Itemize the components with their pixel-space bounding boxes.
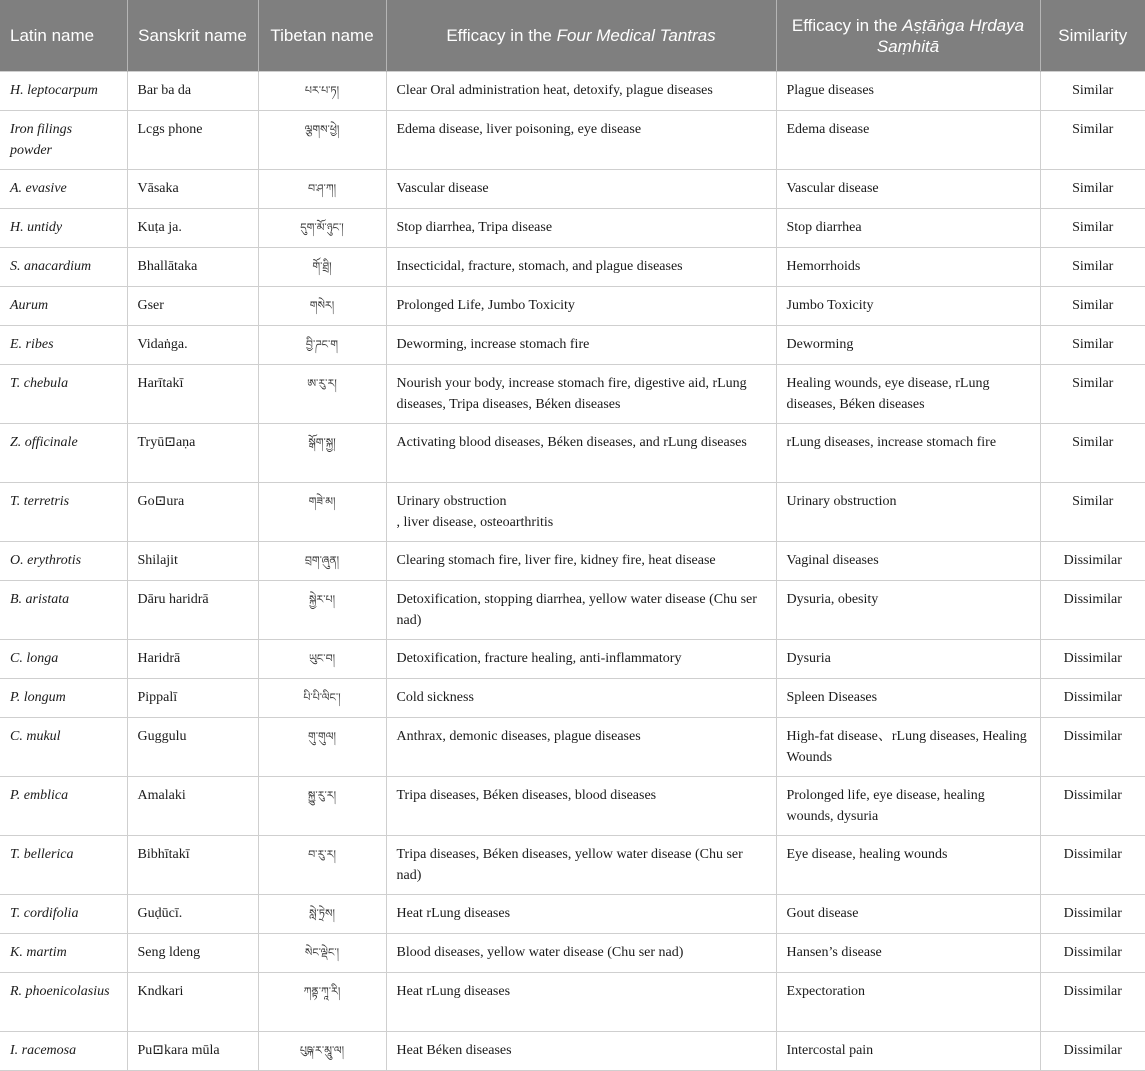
sanskrit-name-cell: Guḍūcī. xyxy=(127,895,258,934)
similarity-cell: Similar xyxy=(1040,111,1145,170)
table-row xyxy=(0,542,1145,581)
table-row xyxy=(0,895,1145,934)
tibetan-name-cell: བ་ཤ་ཀ། xyxy=(258,170,386,209)
sanskrit-name-cell: Kndkari xyxy=(127,973,258,1032)
table-row xyxy=(0,934,1145,973)
latin-name-cell: T. bellerica xyxy=(0,836,127,895)
ashtanga-efficacy-cell: rLung diseases, increase stomach fire xyxy=(776,424,1040,483)
latin-name-cell: Z. officinale xyxy=(0,424,127,483)
latin-name-cell: K. martim xyxy=(0,934,127,973)
sanskrit-name-cell: Bibhītakī xyxy=(127,836,258,895)
ashtanga-efficacy-cell: Expectoration xyxy=(776,973,1040,1032)
ashtanga-efficacy-cell: Vaginal diseases xyxy=(776,542,1040,581)
latin-name-cell: T. terretris xyxy=(0,483,127,542)
sanskrit-name-cell: Dāru haridrā xyxy=(127,581,258,640)
sanskrit-name-cell: Go⊡ura xyxy=(127,483,258,542)
sanskrit-name-cell: Amalaki xyxy=(127,777,258,836)
latin-name-cell: I. racemosa xyxy=(0,1032,127,1071)
header-four-prefix: Efficacy in the xyxy=(446,26,557,45)
latin-name-cell: T. chebula xyxy=(0,365,127,424)
ashtanga-efficacy-cell: Eye disease, healing wounds xyxy=(776,836,1040,895)
ashtanga-efficacy-cell: Spleen Diseases xyxy=(776,679,1040,718)
four-tantras-efficacy-cell: Prolonged Life, Jumbo Toxicity xyxy=(386,287,776,326)
latin-name-cell: A. evasive xyxy=(0,170,127,209)
sanskrit-name-cell: Vidaṅga. xyxy=(127,326,258,365)
latin-name-cell: C. longa xyxy=(0,640,127,679)
header-sanskrit-name: Sanskrit name xyxy=(127,0,258,72)
four-tantras-efficacy-cell: Vascular disease xyxy=(386,170,776,209)
four-tantras-efficacy-cell: Tripa diseases, Béken diseases, blood diseases xyxy=(386,777,776,836)
table-row xyxy=(0,483,1145,542)
ashtanga-efficacy-cell: Stop diarrhea xyxy=(776,209,1040,248)
header-ashtanga-title: Aṣṭāṅga Hṛdaya Saṃhitā xyxy=(876,15,1025,56)
similarity-cell: Dissimilar xyxy=(1040,836,1145,895)
similarity-cell: Similar xyxy=(1040,170,1145,209)
four-tantras-efficacy-cell: Nourish your body, increase stomach fire, digestive aid, rLung diseases, Tripa diseases, Béken diseases xyxy=(386,365,776,424)
header-similarity: Similarity xyxy=(1040,0,1145,72)
table-row xyxy=(0,287,1145,326)
latin-name-cell: Iron filings powder xyxy=(0,111,127,170)
four-tantras-efficacy-cell: Urinary obstruction , liver disease, osteoarthritis xyxy=(386,483,776,542)
sanskrit-name-cell: Pippalī xyxy=(127,679,258,718)
tibetan-name-cell: དུག་མོ་ཉུང་། xyxy=(258,209,386,248)
similarity-cell: Dissimilar xyxy=(1040,640,1145,679)
four-tantras-efficacy-cell: Detoxification, fracture healing, anti-inflammatory xyxy=(386,640,776,679)
tibetan-name-cell: བྱི་ཌང་ག xyxy=(258,326,386,365)
header-latin-name: Latin name xyxy=(0,0,127,72)
sanskrit-name-cell: Kuṭa ja. xyxy=(127,209,258,248)
four-tantras-efficacy-cell: Clearing stomach fire, liver fire, kidney fire, heat disease xyxy=(386,542,776,581)
latin-name-cell: P. emblica xyxy=(0,777,127,836)
similarity-cell: Similar xyxy=(1040,424,1145,483)
similarity-cell: Dissimilar xyxy=(1040,679,1145,718)
tibetan-name-cell: པི་པི་ལིང་། xyxy=(258,679,386,718)
sanskrit-name-cell: Gser xyxy=(127,287,258,326)
ashtanga-efficacy-cell: Prolonged life, eye disease, healing wounds, dysuria xyxy=(776,777,1040,836)
similarity-cell: Dissimilar xyxy=(1040,718,1145,777)
ashtanga-efficacy-cell: High-fat disease、rLung diseases, Healing Wounds xyxy=(776,718,1040,777)
table-row xyxy=(0,111,1145,170)
tibetan-name-cell: སྒོག་སྐྱ། xyxy=(258,424,386,483)
ashtanga-efficacy-cell: Plague diseases xyxy=(776,72,1040,111)
table-row xyxy=(0,836,1145,895)
table-row xyxy=(0,72,1145,111)
latin-name-cell: O. erythrotis xyxy=(0,542,127,581)
ashtanga-efficacy-cell: Dysuria, obesity xyxy=(776,581,1040,640)
four-tantras-efficacy-cell: Detoxification, stopping diarrhea, yellow water disease (Chu ser nad) xyxy=(386,581,776,640)
table-row xyxy=(0,1032,1145,1071)
header-row xyxy=(0,0,1145,72)
latin-name-cell: E. ribes xyxy=(0,326,127,365)
header-tibetan-name: Tibetan name xyxy=(258,0,386,72)
similarity-cell: Dissimilar xyxy=(1040,1032,1145,1071)
similarity-cell: Similar xyxy=(1040,248,1145,287)
four-tantras-efficacy-cell: Deworming, increase stomach fire xyxy=(386,326,776,365)
tibetan-name-cell: གཟེ་མ། xyxy=(258,483,386,542)
table-row xyxy=(0,170,1145,209)
similarity-cell: Dissimilar xyxy=(1040,934,1145,973)
similarity-cell: Dissimilar xyxy=(1040,581,1145,640)
tibetan-name-cell: སེང་ལྡེང་། xyxy=(258,934,386,973)
tibetan-name-cell: ལྕགས་ཕྱེ། xyxy=(258,111,386,170)
tibetan-name-cell: གསེར། xyxy=(258,287,386,326)
four-tantras-efficacy-cell: Edema disease, liver poisoning, eye disease xyxy=(386,111,776,170)
table-row xyxy=(0,424,1145,483)
tibetan-name-cell: ཡུང་བ། xyxy=(258,640,386,679)
table-row xyxy=(0,209,1145,248)
ashtanga-efficacy-cell: Edema disease xyxy=(776,111,1040,170)
ashtanga-efficacy-cell: Deworming xyxy=(776,326,1040,365)
sanskrit-name-cell: Seng ldeng xyxy=(127,934,258,973)
table-row xyxy=(0,777,1145,836)
similarity-cell: Similar xyxy=(1040,365,1145,424)
sanskrit-name-cell: Haridrā xyxy=(127,640,258,679)
four-tantras-efficacy-cell: Heat rLung diseases xyxy=(386,895,776,934)
latin-name-cell: C. mukul xyxy=(0,718,127,777)
latin-name-cell: Aurum xyxy=(0,287,127,326)
table-row xyxy=(0,248,1145,287)
sanskrit-name-cell: Harītakī xyxy=(127,365,258,424)
table-row xyxy=(0,973,1145,1032)
sanskrit-name-cell: Shilajit xyxy=(127,542,258,581)
four-tantras-efficacy-cell: Heat rLung diseases xyxy=(386,973,776,1032)
similarity-cell: Similar xyxy=(1040,209,1145,248)
ashtanga-efficacy-cell: Vascular disease xyxy=(776,170,1040,209)
tibetan-name-cell: པར་པ་ཏ། xyxy=(258,72,386,111)
tibetan-name-cell: གོ་ཐྲི། xyxy=(258,248,386,287)
tibetan-name-cell: བ་རུ་ར། xyxy=(258,836,386,895)
four-tantras-efficacy-cell: Insecticidal, fracture, stomach, and plague diseases xyxy=(386,248,776,287)
table-row xyxy=(0,679,1145,718)
sanskrit-name-cell: Pu⊡kara mūla xyxy=(127,1032,258,1071)
similarity-cell: Similar xyxy=(1040,72,1145,111)
table-row xyxy=(0,640,1145,679)
latin-name-cell: P. longum xyxy=(0,679,127,718)
similarity-cell: Dissimilar xyxy=(1040,895,1145,934)
four-tantras-efficacy-cell: Tripa diseases, Béken diseases, yellow water disease (Chu ser nad) xyxy=(386,836,776,895)
four-tantras-efficacy-cell: Cold sickness xyxy=(386,679,776,718)
four-tantras-efficacy-cell: Anthrax, demonic diseases, plague diseases xyxy=(386,718,776,777)
header-four-medical-tantras xyxy=(386,0,776,72)
similarity-cell: Dissimilar xyxy=(1040,973,1145,1032)
tibetan-name-cell: སླེ་ཏྲེས། xyxy=(258,895,386,934)
sanskrit-name-cell: Lcgs phone xyxy=(127,111,258,170)
latin-name-cell: S. anacardium xyxy=(0,248,127,287)
table-row xyxy=(0,581,1145,640)
ashtanga-efficacy-cell: Jumbo Toxicity xyxy=(776,287,1040,326)
tibetan-name-cell: པུཥྐ་ར་མཱུ་ལ། xyxy=(258,1032,386,1071)
ashtanga-efficacy-cell: Hemorrhoids xyxy=(776,248,1040,287)
similarity-cell: Similar xyxy=(1040,326,1145,365)
header-four-title: Four Medical Tantras xyxy=(556,26,716,45)
four-tantras-efficacy-cell: Blood diseases, yellow water disease (Chu ser nad) xyxy=(386,934,776,973)
sanskrit-name-cell: Vāsaka xyxy=(127,170,258,209)
table-row xyxy=(0,365,1145,424)
header-ashtanga-prefix: Efficacy in the xyxy=(791,15,903,35)
sanskrit-name-cell: Guggulu xyxy=(127,718,258,777)
sanskrit-name-cell: Tryū⊡aṇa xyxy=(127,424,258,483)
header-ashtanga-hrdaya xyxy=(776,0,1040,72)
four-tantras-efficacy-cell: Stop diarrhea, Tripa disease xyxy=(386,209,776,248)
latin-name-cell: H. untidy xyxy=(0,209,127,248)
latin-name-cell: R. phoenicolasius xyxy=(0,973,127,1032)
similarity-cell: Similar xyxy=(1040,483,1145,542)
ashtanga-efficacy-cell: Gout disease xyxy=(776,895,1040,934)
tibetan-name-cell: སྐྱུ་རུ་ར། xyxy=(258,777,386,836)
latin-name-cell: H. leptocarpum xyxy=(0,72,127,111)
ashtanga-efficacy-cell: Healing wounds, eye disease, rLung diseases, Béken diseases xyxy=(776,365,1040,424)
four-tantras-efficacy-cell: Activating blood diseases, Béken diseases, and rLung diseases xyxy=(386,424,776,483)
ashtanga-efficacy-cell: Intercostal pain xyxy=(776,1032,1040,1071)
tibetan-name-cell: སྐྱེར་པ། xyxy=(258,581,386,640)
ashtanga-efficacy-cell: Hansen’s disease xyxy=(776,934,1040,973)
sanskrit-name-cell: Bar ba da xyxy=(127,72,258,111)
tibetan-name-cell: གུ་གུལ། xyxy=(258,718,386,777)
similarity-cell: Dissimilar xyxy=(1040,777,1145,836)
table-row xyxy=(0,326,1145,365)
similarity-cell: Similar xyxy=(1040,287,1145,326)
similarity-cell: Dissimilar xyxy=(1040,542,1145,581)
four-tantras-efficacy-cell: Clear Oral administration heat, detoxify, plague diseases xyxy=(386,72,776,111)
ashtanga-efficacy-cell: Urinary obstruction xyxy=(776,483,1040,542)
ashtanga-efficacy-cell: Dysuria xyxy=(776,640,1040,679)
latin-name-cell: B. aristata xyxy=(0,581,127,640)
tibetan-name-cell: ཀནྟ་ཀཱ་རི། xyxy=(258,973,386,1032)
tibetan-name-cell: ཨ་རུ་ར། xyxy=(258,365,386,424)
latin-name-cell: T. cordifolia xyxy=(0,895,127,934)
tibetan-name-cell: བྲག་ཞུན། xyxy=(258,542,386,581)
table-row xyxy=(0,718,1145,777)
sanskrit-name-cell: Bhallātaka xyxy=(127,248,258,287)
four-tantras-efficacy-cell: Heat Béken diseases xyxy=(386,1032,776,1071)
